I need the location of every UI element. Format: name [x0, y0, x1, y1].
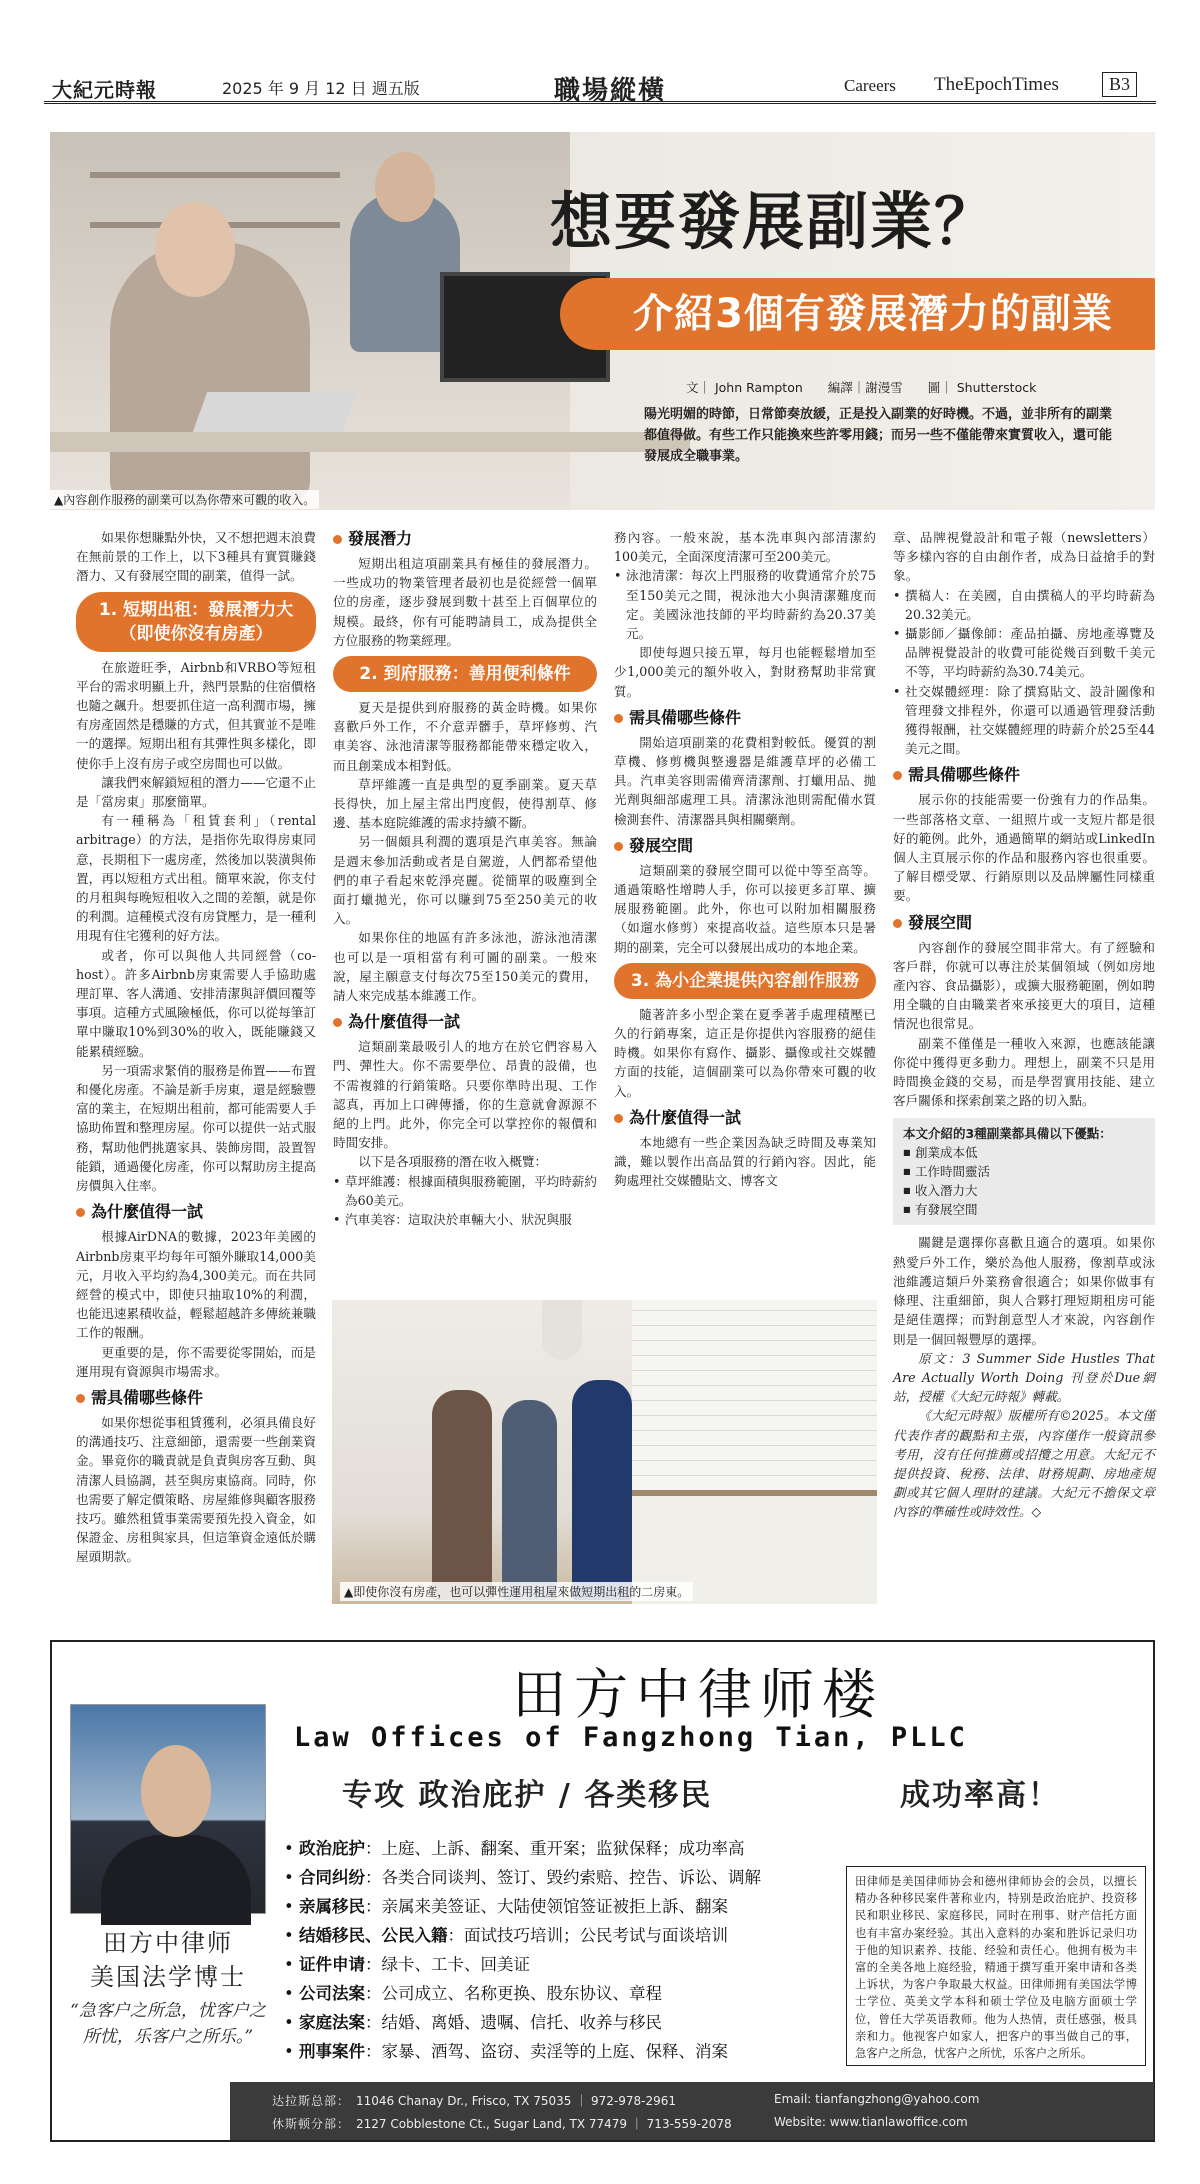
issue-date: 2025 年 9 月 12 日 週五版 — [222, 79, 420, 98]
paragraph: 另一個頗具利潤的選項是汽車美容。無論是週末參加活動或者是自駕遊，人們都希望他們的車子看起來乾淨亮麗。從簡單的吸塵到全面打蠟拋光，你可以賺到75至250美元的收入。 — [333, 834, 597, 927]
desk — [50, 432, 690, 452]
byline: 文｜ John Rampton 編譯｜謝漫雪 圖｜ Shutterstock — [686, 380, 1037, 395]
subheading: 發展空間 — [614, 835, 876, 857]
service-item: • 合同纠纷：各类合同谈判、签订、毁约索赔、控告、诉讼、调解 — [284, 1863, 761, 1892]
subheading: 為什麼值得一試 — [76, 1201, 316, 1223]
law-office-ad — [50, 1640, 1155, 2142]
portrait-face — [141, 1745, 211, 1837]
earnings-list — [614, 566, 876, 643]
service-item: • 家庭法案：结婚、离婚、遗嘱、信托、收养与移民 — [284, 2008, 761, 2037]
summary-box-title: 本文介紹的3種副業都具備以下優點： — [903, 1126, 1112, 1142]
paragraph: 這類副業最吸引人的地方在於它們容易入門、彈性大。你不需要學位、昂貴的設備，也不需複雜的行銷策略。只要你準時出現、工作認真，再加上口碑傳播，你的生意就會源源不絕的上門。此外，你完全可以掌控你的報價和時間安排。 — [333, 1039, 597, 1151]
lawyer-name: 田方中律师 美国法学博士 — [90, 1929, 246, 1991]
paragraph: 章、品牌視覺設計和電子報（newsletters）等多樣內容的自由創作者，成為日益搶手的對象。 — [893, 530, 1155, 584]
kitchen-wall — [632, 1300, 877, 1490]
section-title: 職場縱橫 — [554, 76, 667, 106]
lede-text: 陽光明媚的時節，日常節奏放緩，正是投入副業的好時機。不過，並非所有的副業都值得做。有些工作只能換來些許零用錢；而另一些不僅能帶來實質收入，還可能發展成全職事業。 — [644, 407, 1113, 464]
paragraph: 根據AirDNA的數據，2023年美國的Airbnb房東平均每年可額外賺取14,000美元，月收入平均約為4,300美元。而在共同經營的模式中，即使只抽取10%的利潤，也能迅速累積收益，輕鬆超越許多傳統兼職工作的報酬。 — [76, 1229, 316, 1341]
paragraph: 本地總有一些企業因為缺乏時間及專業知識，難以製作出高品質的行銷內容。因此，能夠處理社交媒體貼文、博客文 — [614, 1134, 876, 1189]
paragraph: 以下是各項服務的潛在收入概覽： — [358, 1154, 548, 1170]
email-link[interactable]: Email: tianfangzhong@yahoo.com — [774, 2092, 980, 2106]
ad-subtitle: Law Offices of Fangzhong Tian, PLLC — [294, 1722, 968, 1753]
portrait-suit — [101, 1835, 251, 1925]
subheading: 需具備哪些條件 — [76, 1387, 316, 1409]
hero-image — [50, 132, 1155, 510]
lawyer-motto: “急客户之所急，忧客户之所忧，乐客户之所乐。” — [70, 2001, 266, 2047]
paragraph: 如果你住的地區有許多泳池，游泳池清潔也可以是一項相當有利可圖的副業。一般來說，屋主願意支付每次75至150美元的費用，請人來完成基本維護工作。 — [333, 930, 597, 1004]
earnings-list — [893, 586, 1155, 759]
paragraph: 在旅遊旺季，Airbnb和VRBO等短租平台的需求明顯上升，熱門景點的住宿價格也隨之飆升。想要抓住這一高利潤市場，擁有房產固然是穩賺的方式，但其實並不是唯一的選擇。短期出租有其彈性與多樣化，即使你手上沒有房子或空房間也可以做。 — [76, 659, 316, 771]
woman-head — [155, 202, 235, 297]
subheading: 為什麼值得一試 — [614, 1107, 876, 1129]
paragraph: 開始這項副業的花費相對較低。優質的割草機、修剪機與整邊器是維護草坪的必備工具。汽車美容則需備齊清潔劑、打蠟用品、拋光劑與細部處理工具。清潔泳池則需配備水質檢測套件、清潔器具與相關藥劑。 — [614, 734, 876, 827]
intro-paragraph: 如果你想賺點外快，又不想把週末浪費在無前景的工作上，以下3種具有實質賺錢潛力、又有發展空間的副業，值得一試。 — [76, 530, 316, 584]
list-item: ■ 有發展空間 — [903, 1200, 1145, 1219]
list-item: • 汽車美容：這取決於車輛大小、狀況與服 — [333, 1210, 597, 1229]
man-figure — [432, 1390, 492, 1600]
paragraph: 這類副業的發展空間可以從中等至高等。通過策略性增聘人手，你可以接更多訂單、擴展服務範圍。此外，你也可以附加相關服務（如遛水修剪）來提高收益。這些原本只是暑期的副業，完全可以發展出成功的本地企業。 — [614, 862, 876, 955]
list-item: • 攝影師／攝像師：產品拍攝、房地產導覽及品牌視覺設計的收費可能從幾百到數千美元不等，平均時薪約為30.74美元。 — [893, 624, 1155, 682]
ad-specialty: 专攻 政治庇护 / 各类移民 — [342, 1778, 713, 1813]
paragraph: 副業不僅僅是一種收入來源，也應該能讓你從中獲得更多動力。理想上，副業不只是用時間換金錢的交易，而是學習實用技能、建立客戶關係和探索創業之路的切入點。 — [893, 1035, 1155, 1109]
earnings-list — [333, 1172, 597, 1230]
paragraph: 短期出租這項副業具有極佳的發展潛力。一些成功的物業管理者最初也是從經營一個單位的房產，逐步發展到數十甚至上百個單位的規模。最終，你有可能聘請員工，成為提供全方位服務的物業經理。 — [333, 556, 597, 648]
shelf — [90, 172, 340, 178]
list-item: • 社交媒體經理：除了撰寫貼文、設計圖像和管理發文排程外，你還可以通過管理發活動獲得報酬，社交媒體經理的時薪介於25至44美元之間。 — [893, 682, 1155, 759]
service-item: • 证件申请：绿卡、工卡、回美证 — [284, 1950, 761, 1979]
photo-caption: ▲即使你沒有房產，也可以彈性運用租屋來做短期出租的二房東。 — [340, 1582, 693, 1601]
section-pill-3: 3. 為小企業提供內容創作服務 — [614, 963, 876, 999]
paragraph: 草坪維護一直是典型的夏季副業。夏天草長得快，加上屋主常出門度假，使得割草、修邊、基本庭院維護的需求持續不斷。 — [333, 776, 597, 831]
source-note: 原文：3 Summer Side Hustles That Are Actually Worth Doing 刊登於Due網站，授權《大紀元時報》轉載。 — [893, 1350, 1155, 1405]
service-item: • 亲属移民：亲属来美签证、大陆使领馆签证被拒上訴、翻案 — [284, 1892, 761, 1921]
page-number: B3 — [1102, 72, 1137, 97]
subheadline: 介紹3個有發展潛力的副業 — [560, 278, 1155, 350]
paragraph: 另一項需求緊俏的服務是佈置——布置和優化房產。不論是新手房東，還是經驗豐富的業主，在短期出租前，都可能需要人手協助佈置和整理房屋。你可以提供一站式服務，幫助他們挑選家具、裝飾房間，設置智能鎖，通過優化房產，你可以幫助房主提高房價與入住率。 — [76, 1062, 316, 1194]
contact-bar — [230, 2082, 1154, 2140]
section-pill-2: 2. 到府服務：善用便利條件 — [333, 656, 597, 692]
paragraph: 或者，你可以與他人共同經營（co-host）。許多Airbnb房東需要人手協助處理訂單、客人溝通、安排清潔與評價回覆等事項。這種方式風險極低，你可以從每筆訂單中賺取10%到30%的收入，既能賺錢又能累積經驗。 — [76, 947, 316, 1059]
website-link[interactable]: Website: www.tianlawoffice.com — [774, 2115, 968, 2129]
article-column-4 — [893, 528, 1155, 1522]
paragraph: 隨著許多小型企業在夏季著手處理積壓已久的行銷專案，這正是你提供內容服務的絕佳時機。如果你有寫作、攝影、攝像或社交媒體方面的技能，這個副業可以為你帶來可觀的收入。 — [614, 1006, 876, 1099]
list-item: • 撰稿人：在美國，自由撰稿人的平均時薪為20.32美元。 — [893, 586, 1155, 624]
article-column-3 — [614, 528, 876, 1190]
ad-title: 田方中律师楼 — [512, 1663, 884, 1726]
service-item: • 政治庇护：上庭、上訴、翻案、重开案；监狱保释；成功率高 — [284, 1834, 761, 1863]
section-pill-1: 1. 短期出租：發展潛力大（即使你沒有房產） — [76, 592, 316, 652]
paragraph: 如果你想從事租賃獲利，必須具備良好的溝通技巧、注意細節，還需要一些創業資金。畢竟你的職責就是負責與房客互動、與清潔人員協調，甚至與房東協商。同時，你也需要了解定價策略、房屋維修與顧客服務技巧。雖然租賃事業需要預先投入資金，如保證金、房租與家具，但這筆資金遠低於購屋頭期款。 — [76, 1414, 316, 1565]
page-header — [44, 68, 1156, 104]
paragraph: 讓我們來解鎖短租的潛力——它還不止是「當房東」那麼簡單。 — [76, 774, 316, 810]
subheading: 需具備哪些條件 — [614, 707, 876, 729]
agent-figure — [572, 1380, 632, 1600]
newspaper-name: 大紀元時報 — [52, 78, 157, 102]
service-item: • 刑事案件：家暴、酒驾、盗窃、卖淫等的上庭、保释、消案 — [284, 2037, 761, 2066]
laptop — [193, 392, 358, 432]
list-item: ■ 創業成本低 — [903, 1143, 1145, 1162]
headline: 想要發展副業？ — [550, 185, 999, 258]
section-english: Careers — [844, 76, 896, 95]
paragraph: 展示你的技能需要一份強有力的作品集。一些部落格文章、一組照片或一支短片都是很好的範例。此外，通過簡單的網站或LinkedIn個人主頁展示你的作品和服務內容也很重要。了解目標受眾、行銷原則以及品牌屬性同樣重要。 — [893, 792, 1155, 904]
service-item: • 结婚移民、公民入籍：面试技巧培训；公民考试与面谈培训 — [284, 1921, 761, 1950]
lawyer-bio: 田律师是美国律师协会和德州律师协会的会员，以擅长精办各种移民案件著称业内，特别是政治庇护、投资移民和职业移民、家庭移民，同时在刑事、财产信托方面也有丰富办案经验。其出入意料的办案和胜诉记录归功于他的知识素养、技能、经验和责任心。他拥有极为丰富的全美各地上庭经验，精通于撰写重开案申请和各类上诉状，为客户争取最大权益。田律师拥有美国法学博士学位、英美文学本科和硕士学位及电脑方面硕士学位，曾任大学英语教师。他为人热情，责任感强，极具亲和力。他视客户如家人，把客户的事当做自己的事，急客户之所急，忧客户之所忧，乐客户之所乐。 — [846, 1866, 1146, 2066]
service-item: • 公司法案：公司成立、名称更换、股东协议、章程 — [284, 1979, 761, 2008]
services-list — [284, 1834, 761, 2066]
summary-list — [903, 1143, 1145, 1219]
ad-success: 成功率高！ — [900, 1778, 1060, 1813]
subheading: 發展潛力 — [333, 528, 597, 550]
subheading: 發展空間 — [893, 912, 1155, 934]
dallas-address: 达拉斯总部： 11046 Chanay Dr., Frisco, TX 75035 ｜ 972-978-2961 — [272, 2094, 677, 2108]
paragraph: 夏天是提供到府服務的黃金時機。如果你喜歡戶外工作，不介意弄髒手，草坪修剪、汽車美容、泳池清潔等服務都能帶來穩定收入，而且創業成本相對低。 — [333, 700, 597, 773]
paragraph: 內容創作的發展空間非常大。有了經驗和客戶群，你就可以專注於某個領域（例如房地產內容、食品攝影），或擴大服務範圍，例如聘用全職的自由職業者來承接更大的項目，這種情況也很常見。 — [893, 939, 1155, 1032]
houston-address: 休斯顿分部： 2127 Cobblestone Ct., Sugar Land, TX 77479 ｜ 713-559-2078 — [272, 2117, 732, 2131]
article-column-1 — [76, 528, 316, 1567]
lawyer-portrait — [70, 1704, 266, 1914]
subheading: 需具備哪些條件 — [893, 764, 1155, 786]
list-item: • 草坪維護：根據面積與服務範圍，平均時薪約為60美元。 — [333, 1172, 597, 1210]
paragraph: 更重要的是，你不需要從零開始，而是運用現有資源與市場需求。 — [76, 1344, 316, 1379]
article-column-2 — [333, 528, 597, 1229]
hero-caption: ▲內容創作服務的副業可以為你帶來可觀的收入。 — [50, 490, 319, 509]
pendant-lamp — [542, 1300, 582, 1360]
epoch-times-logo: TheEpochTimes — [934, 74, 1059, 95]
summary-box — [893, 1118, 1155, 1225]
disclaimer: 《大紀元時報》版權所有©2025。本文僅代表作者的觀點和主張，內容僅作一般資訊參考用，沒有任何推薦或招攬之用意。大紀元不提供投資、稅務、法律、財務規劃、房地產規劃或其它個人理財的建議。大紀元不擔保文章內容的準確性或時效性。◇ — [893, 1408, 1155, 1520]
list-item: ■ 工作時間靈活 — [903, 1162, 1145, 1181]
woman-figure — [502, 1400, 557, 1600]
paragraph: 有一種稱為「租賃套利」（rental arbitrage）的方法，是指你先取得房東同意，長期租下一處房產，然後加以裝潢與佈置，再以短租方式出租。簡單來說，你支付的月租與每晚短租收入之間的差額，就是你的利潤。這種模式沒有房貸壓力，是一種利用現有住宅獲利的好方法。 — [76, 813, 316, 944]
man-head — [375, 152, 435, 222]
list-item: • 泳池清潔：每次上門服務的收費通常介於75至150美元之間，視泳池大小與清潔難度而定。美國泳池技師的平均時薪約為20.37美元。 — [614, 566, 876, 643]
paragraph: 務內容。一般來說，基本洗車與內部清潔約100美元，全面深度清潔可至200美元。 — [614, 530, 876, 565]
paragraph: 關鍵是選擇你喜歡且適合的選項。如果你熱愛戶外工作，樂於為他人服務，像割草或泳池維護這類戶外業務會很適合；如果你做事有條理、注重細節，與人合夥打理短期租房可能是絕佳選擇；而對創意型人才來說，內容創作則是一個回報豐厚的選擇。 — [893, 1235, 1155, 1347]
article-photo — [332, 1300, 877, 1604]
list-item: ■ 收入潛力大 — [903, 1181, 1145, 1200]
paragraph: 即使每週只接五單，每月也能輕鬆增加至少1,000美元的額外收入，對財務幫助非常實質。 — [614, 645, 876, 699]
subheading: 為什麼值得一試 — [333, 1011, 597, 1033]
